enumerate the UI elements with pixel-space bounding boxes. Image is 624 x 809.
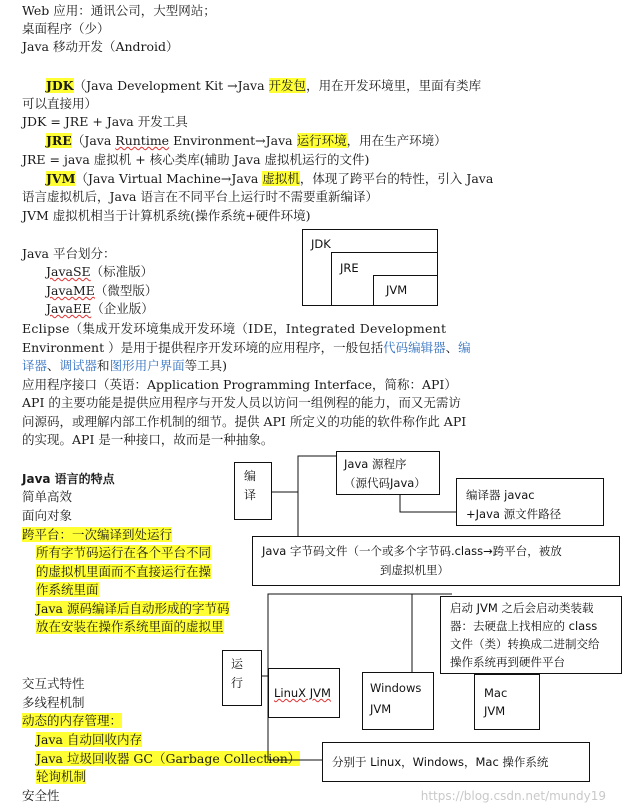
code-editor-link[interactable]: 代码编辑器 <box>383 340 446 355</box>
windows-jvm-line-1: Windows <box>370 681 422 695</box>
feature-interactive: 交互式特性 <box>22 676 85 691</box>
compiler-line-2: +Java 源文件路径 <box>466 507 562 521</box>
bytecode-line-2: 到虚拟机里） <box>380 563 449 577</box>
classloader-line-3: 文件（类）转换成二进制交给 <box>450 637 600 651</box>
nested-jvm-label: JVM <box>386 283 408 297</box>
platform-heading: Java 平台划分： <box>22 246 116 261</box>
linux-jvm-label <box>274 684 331 702</box>
feature-cross-d3-text: 作系统里面 <box>36 582 99 597</box>
os-note: 分别于 Linux，Windows，Mac 操作系统 <box>332 755 549 769</box>
jre-formula: JRE = java 虚拟机 + 核心类库(辅助 Java 虚拟机运行的文件) <box>22 152 370 167</box>
feature-mem-d1-text: Java 自动回收内存 <box>36 732 142 747</box>
bytecode-line-1: Java 字节码文件（一个或多个字节码.class→跨平台，被放 <box>262 544 562 558</box>
api-line-2: API 的主要功能是提供应用程序与开发人员以访问一组例程的能力，而又无需访 <box>22 395 461 410</box>
feature-oop: 面向对象 <box>22 508 73 523</box>
nested-jdk-label: JDK <box>311 237 331 251</box>
jdk-desc-a: （Java Development Kit →Java <box>73 78 269 93</box>
mac-jvm-line-2: JVM <box>484 704 506 718</box>
jvm-term: JVM <box>46 171 76 186</box>
watermark: https://blog.csdn.net/mundy19 <box>420 789 606 803</box>
feature-mem-d2-text: Java 垃圾回收器 GC（Garbage Collection） <box>36 751 301 766</box>
feature-mem-d3-text: 轮询机制 <box>36 769 87 784</box>
intro-line-web: Web 应用：通讯公司，大型网站； <box>22 3 216 18</box>
classloader-line-4: 操作系统再到硬件平台 <box>450 655 565 669</box>
linux-jvm-text: LinuX JVM <box>274 686 331 700</box>
jvm-desc-b: ，体现了跨平台的特性，引入 Java <box>299 171 494 186</box>
jdk-term: JDK <box>46 78 74 93</box>
features-heading: Java 语言的特点 <box>22 472 115 486</box>
jvm-desc-a: （Java Virtual Machine→Java <box>75 171 263 186</box>
source-line-1: Java 源程序 <box>344 457 407 471</box>
platform-me-name: JavaME <box>46 283 95 298</box>
feature-simple: 简单高效 <box>22 489 73 504</box>
jdk-formula: JDK = JRE + Java 开发工具 <box>22 114 188 129</box>
debugger-link[interactable]: 调试器 <box>59 358 98 373</box>
nested-jre-label: JRE <box>340 261 359 275</box>
platform-me-note: （微型版） <box>94 283 158 298</box>
jre-term: JRE <box>46 133 72 148</box>
feature-cross-d4-text: Java 源码编译后自动形成的字节码 <box>36 601 230 616</box>
intro-line-mobile: Java 移动开发（Android） <box>22 39 179 54</box>
eclipse-sep-1: 、 <box>445 340 459 355</box>
jre-runtime: Runtime <box>115 133 170 148</box>
jvm-highlight: 虚拟机 <box>262 171 300 186</box>
platform-ee-note: （企业版） <box>91 301 154 316</box>
api-line-4: 的实现。API 是一种接口，故而是一种抽象。 <box>22 432 274 447</box>
compiler-link-end[interactable]: 译器 <box>22 358 48 373</box>
source-line-2: （源代码Java） <box>344 476 426 490</box>
jre-desc-a: （Java <box>71 133 116 148</box>
gui-link[interactable]: 图形用户界面 <box>109 358 185 373</box>
platform-se-note: （标准版） <box>90 264 154 279</box>
feature-cross-d1-text: 所有字节码运行在各个平台不同 <box>36 545 212 560</box>
feature-cross-text: 跨平台：一次编译到处运行 <box>22 527 173 542</box>
platform-ee-name: JavaEE <box>46 301 92 316</box>
jdk-highlight: 开发包 <box>268 78 307 93</box>
api-line-1: 应用程序接口（英语：Application Programming Interface，简称：API） <box>22 377 457 392</box>
run-label: 运 行 <box>231 657 244 690</box>
compiler-link-start[interactable]: 编 <box>458 340 471 355</box>
jre-desc-c: ，用在生产环境） <box>346 133 447 148</box>
jdk-desc-b: ，用在开发环境里，里面有类库 <box>306 78 482 93</box>
eclipse-sep-3: 和 <box>97 358 110 373</box>
eclipse-line-1: Eclipse（集成开发环境集成开发环境（IDE，Integrated Development <box>22 321 447 336</box>
mac-jvm-line-1: Mac <box>484 686 508 700</box>
compile-label: 编 译 <box>244 469 257 502</box>
classloader-line-2: 器：去硬盘上找相应的 class <box>450 619 598 633</box>
compiler-line-1: 编译器 javac <box>466 488 535 502</box>
api-line-3: 问源码，或理解内部工作机制的细节。提供 API 所定义的功能的软件称作此 API <box>22 414 467 429</box>
jvm-note: JVM 虚拟机相当于计算机系统(操作系统+硬件环境) <box>22 208 311 223</box>
connector-run-top <box>262 594 452 676</box>
feature-cross-d2-text: 的虚拟机里面而不直接运行在操 <box>36 564 212 579</box>
eclipse-text-a: Environment ）是用于提供程序开发环境的应用程序，一般包括 <box>22 340 384 355</box>
connector-to-source <box>272 456 336 492</box>
classloader-line-1: 启动 JVM 之后会启动类装载 <box>450 601 594 615</box>
feature-memory-text: 动态的内存管理： <box>22 713 123 728</box>
eclipse-text-end: 等工具) <box>184 358 227 373</box>
feature-security: 安全性 <box>22 788 60 803</box>
connector-source-compiler <box>400 494 456 512</box>
jvm-desc-c: 语言虚拟机后，Java 语言在不同平台上运行时不需要重新编译） <box>22 189 378 204</box>
jre-highlight: 运行环境 <box>296 133 347 148</box>
platform-se-name: JavaSE <box>46 264 91 279</box>
jre-desc-b: Environment→Java <box>169 133 297 148</box>
feature-threads: 多线程机制 <box>22 695 85 710</box>
feature-cross-d5-text: 放在安装在操作系统里面的虚拟里 <box>36 619 224 634</box>
eclipse-sep-2: 、 <box>47 358 60 373</box>
windows-jvm-line-2: JVM <box>370 702 392 716</box>
jdk-desc-c: 可以直接用） <box>22 96 98 111</box>
intro-line-desktop: 桌面程序（少） <box>22 21 110 36</box>
